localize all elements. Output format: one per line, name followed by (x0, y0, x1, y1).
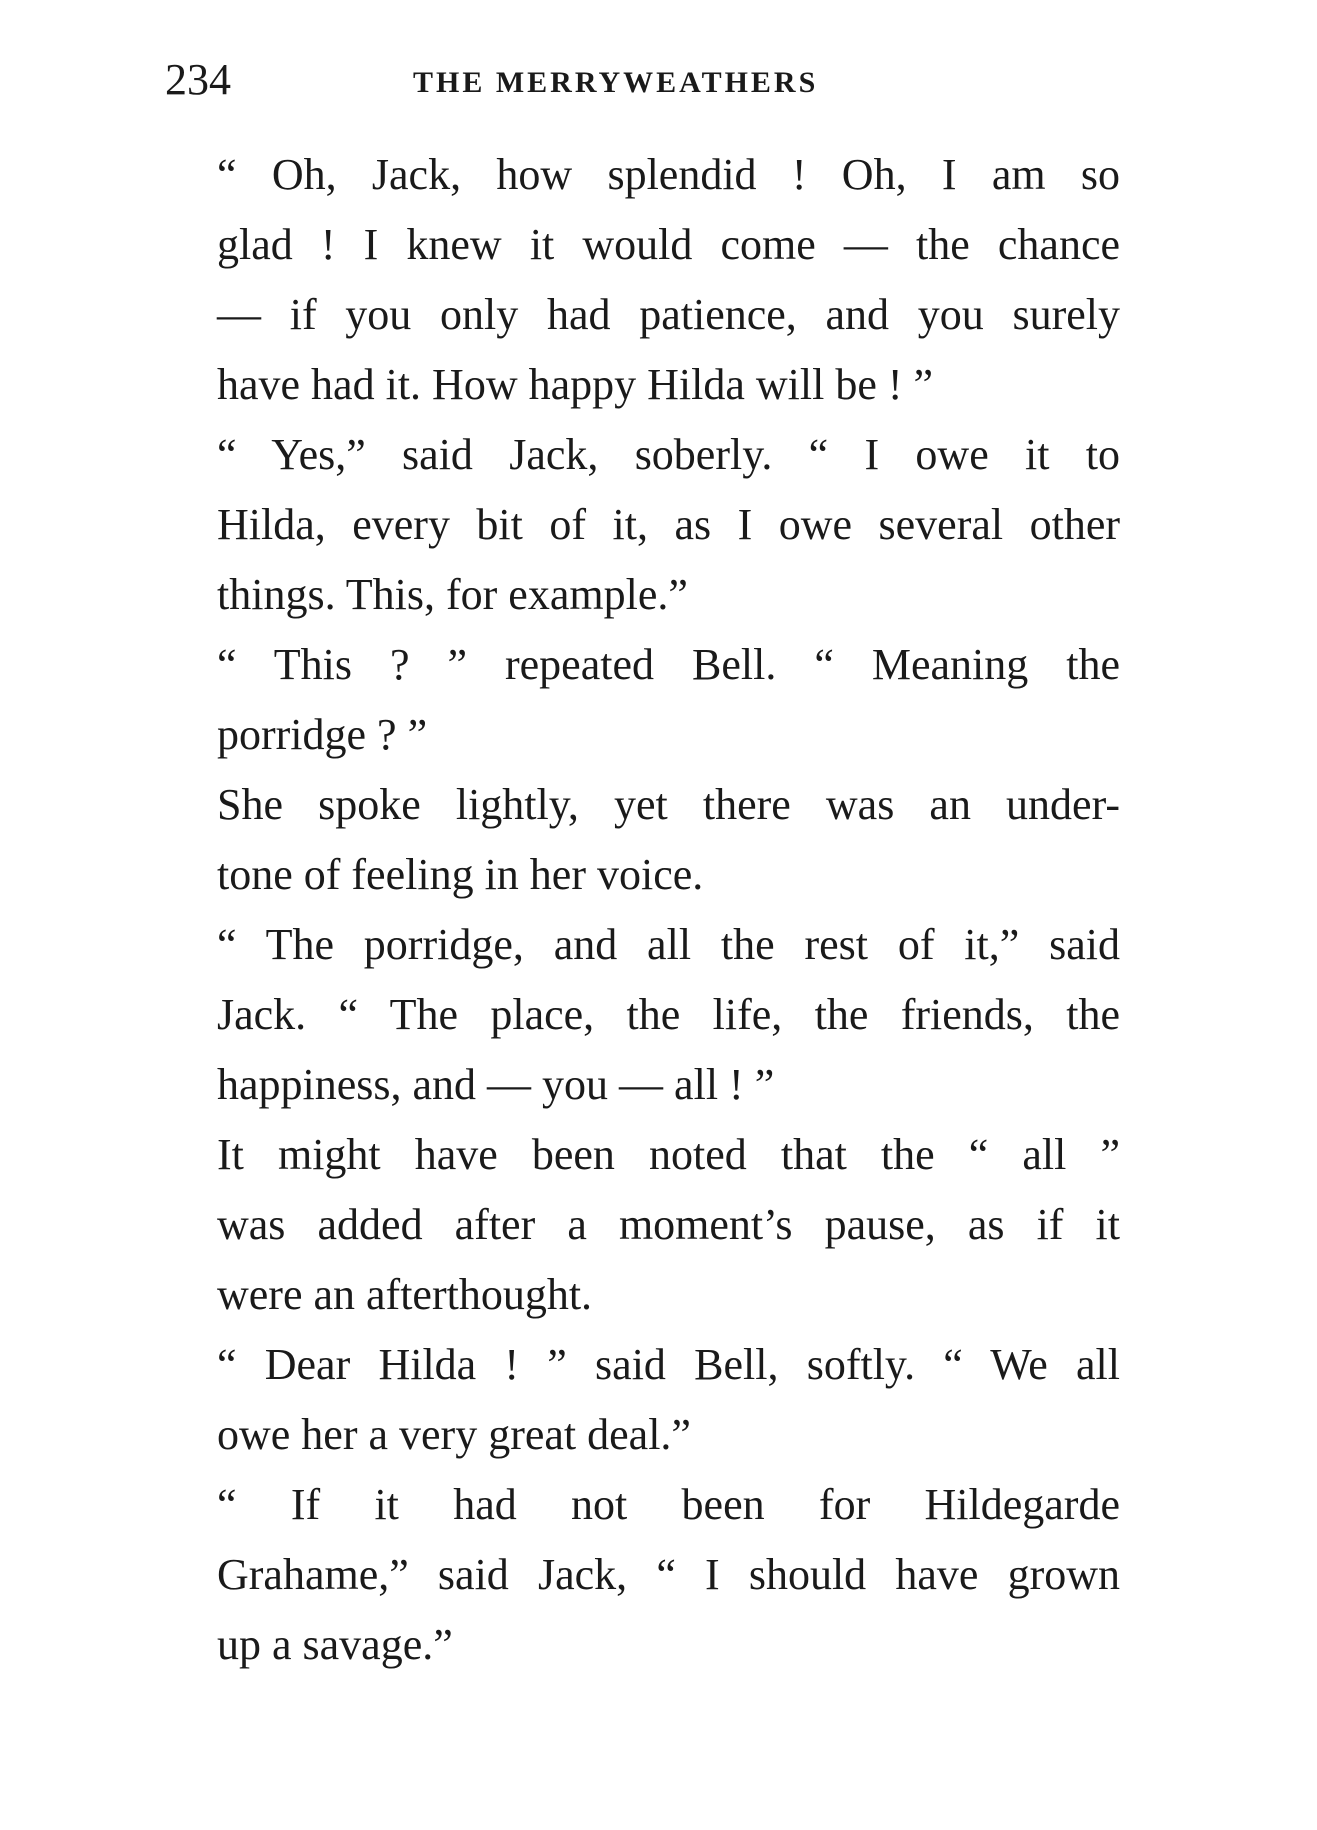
running-title: THE MERRYWEATHERS (413, 66, 819, 99)
text-line: “ Oh, Jack, how splendid ! Oh, I am so (217, 150, 1120, 199)
text-line: “ Yes,” said Jack, soberly. “ I owe it to (217, 430, 1120, 479)
text-line: up a savage.” (217, 1620, 453, 1669)
text-line: “ The porridge, and all the rest of it,” said (217, 920, 1120, 969)
text-line: “ Dear Hilda ! ” said Bell, softly. “ We all (217, 1340, 1120, 1389)
text-line: have had it. How happy Hilda will be ! ” (217, 360, 934, 409)
text-line: Grahame,” said Jack, “ I should have grown (217, 1550, 1120, 1599)
text-line: glad ! I knew it would come — the chance (217, 220, 1120, 269)
text-line: “ This ? ” repeated Bell. “ Meaning the (217, 640, 1120, 689)
paragraph (165, 420, 1120, 630)
paragraph (165, 910, 1120, 1120)
text-line: was added after a moment’s pause, as if it (217, 1200, 1120, 1249)
text-line: things. This, for example.” (217, 570, 688, 619)
text-line: It might have been noted that the “ all ” (217, 1130, 1120, 1179)
text-line: were an afterthought. (217, 1270, 593, 1319)
text-line: happiness, and — you — all ! ” (217, 1060, 775, 1109)
paragraph (165, 770, 1120, 910)
paragraph (165, 140, 1120, 420)
text-line: Jack. “ The place, the life, the friends, the (217, 990, 1120, 1039)
text-line: — if you only had patience, and you surely (217, 290, 1120, 339)
paragraph (165, 1120, 1120, 1330)
text-line: tone of feeling in her voice. (217, 850, 704, 899)
paragraph (165, 1470, 1120, 1680)
paragraph (165, 630, 1120, 770)
text-line: “ If it had not been for Hildegarde (217, 1480, 1120, 1529)
text-line: She spoke lightly, yet there was an under- (217, 780, 1120, 829)
text-line: porridge ? ” (217, 710, 428, 759)
text-line: owe her a very great deal.” (217, 1410, 691, 1459)
paragraph (165, 1330, 1120, 1470)
body-text (165, 140, 1120, 1680)
running-head (165, 50, 1125, 110)
text-line: Hilda, every bit of it, as I owe several other (217, 500, 1120, 549)
page-number: 234 (165, 55, 231, 104)
